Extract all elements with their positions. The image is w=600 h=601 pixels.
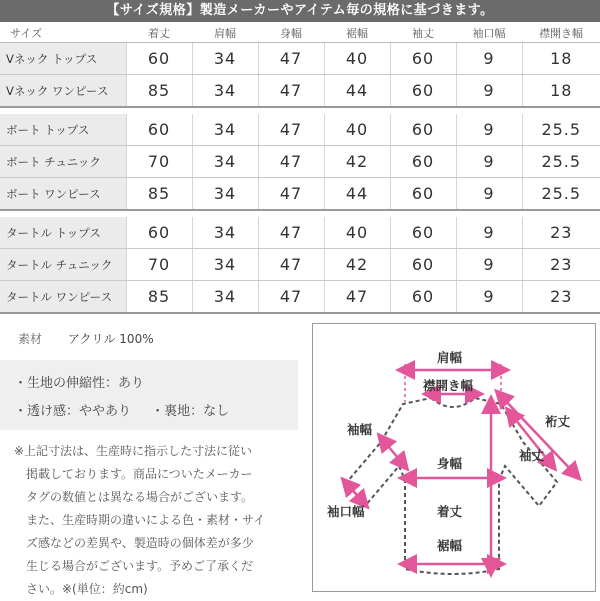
cell-neck-width: 25.5 bbox=[522, 178, 600, 211]
table-row bbox=[0, 114, 600, 146]
cell-length: 85 bbox=[126, 281, 192, 314]
cell-sleeve-length: 60 bbox=[390, 281, 456, 314]
measurement-note bbox=[14, 440, 294, 601]
cell-sleeve-length: 60 bbox=[390, 146, 456, 178]
cell-hem-width: 42 bbox=[324, 146, 390, 178]
cell-neck-width: 18 bbox=[522, 43, 600, 75]
note-line: タグの数値とは異なる場合がございます。 bbox=[26, 490, 254, 504]
table-row bbox=[0, 249, 600, 281]
cell-length: 85 bbox=[126, 75, 192, 108]
cell-neck-width: 23 bbox=[522, 217, 600, 249]
label-length: 着丈 bbox=[437, 504, 463, 519]
table-row bbox=[0, 43, 600, 75]
cell-sleeve-length: 60 bbox=[390, 75, 456, 108]
row-name: Vネック ワンピース bbox=[0, 75, 126, 108]
sleeve-width-arrow bbox=[383, 440, 403, 464]
size-spec-banner: 【サイズ規格】製造メーカーやアイテム毎の規格に基づきます。 bbox=[0, 0, 600, 22]
cell-cuff-width: 9 bbox=[456, 217, 522, 249]
cell-shoulder: 34 bbox=[192, 43, 258, 75]
note-line: ※上記寸法は、生産時に指示した寸法に従い bbox=[14, 444, 253, 458]
cell-neck-width: 23 bbox=[522, 249, 600, 281]
cell-sleeve-length: 60 bbox=[390, 178, 456, 211]
cell-length: 70 bbox=[126, 249, 192, 281]
header-size: サイズ bbox=[0, 24, 126, 43]
sheer-lining-properties bbox=[14, 400, 229, 419]
cuff-width-arrow bbox=[347, 484, 363, 502]
label-neck-width: 襟開き幅 bbox=[423, 378, 474, 393]
cell-neck-width: 18 bbox=[522, 75, 600, 108]
header-hem-width: 裾幅 bbox=[324, 24, 390, 43]
measurement-diagram bbox=[312, 323, 596, 592]
cell-shoulder: 34 bbox=[192, 146, 258, 178]
table-header-row bbox=[0, 24, 600, 43]
cell-hem-width: 40 bbox=[324, 217, 390, 249]
header-body-width: 身幅 bbox=[258, 24, 324, 43]
cell-hem-width: 47 bbox=[324, 281, 390, 314]
row-name: Vネック トップス bbox=[0, 43, 126, 75]
lining-property: ・裏地：なし bbox=[151, 404, 230, 419]
cell-shoulder: 34 bbox=[192, 114, 258, 146]
cell-length: 85 bbox=[126, 178, 192, 211]
row-name: タートル ワンピース bbox=[0, 281, 126, 314]
cell-body-width: 47 bbox=[258, 178, 324, 211]
cell-neck-width: 25.5 bbox=[522, 146, 600, 178]
header-length: 着丈 bbox=[126, 24, 192, 43]
cell-neck-width: 25.5 bbox=[522, 114, 600, 146]
sheer-property: ・透け感：ややあり bbox=[14, 404, 132, 419]
row-name: ボート チュニック bbox=[0, 146, 126, 178]
cell-cuff-width: 9 bbox=[456, 114, 522, 146]
note-line: 生じる場合がございます。予めご了承くだ bbox=[26, 559, 254, 573]
note-line: さい。※(単位：約cm) bbox=[26, 582, 148, 596]
cell-sleeve-length: 60 bbox=[390, 43, 456, 75]
cell-cuff-width: 9 bbox=[456, 178, 522, 211]
table-row bbox=[0, 178, 600, 211]
row-name: ボート トップス bbox=[0, 114, 126, 146]
cell-body-width: 47 bbox=[258, 114, 324, 146]
note-line: 掲載しております。商品についたメーカー bbox=[26, 467, 253, 481]
table-row bbox=[0, 146, 600, 178]
cell-length: 60 bbox=[126, 217, 192, 249]
cell-shoulder: 34 bbox=[192, 249, 258, 281]
header-cuff-width: 袖口幅 bbox=[456, 24, 522, 43]
size-table bbox=[0, 24, 600, 314]
cell-body-width: 47 bbox=[258, 146, 324, 178]
label-cuff-width: 袖口幅 bbox=[327, 504, 365, 519]
table-row bbox=[0, 75, 600, 108]
cell-shoulder: 34 bbox=[192, 281, 258, 314]
cell-sleeve-length: 60 bbox=[390, 249, 456, 281]
fabric-properties bbox=[0, 360, 298, 430]
cell-neck-width: 23 bbox=[522, 281, 600, 314]
material-value: アクリル 100% bbox=[67, 332, 154, 346]
cell-cuff-width: 9 bbox=[456, 249, 522, 281]
cell-length: 70 bbox=[126, 146, 192, 178]
cell-body-width: 47 bbox=[258, 43, 324, 75]
note-line: ズ感などの差異や、製造時の個体差が多少 bbox=[26, 536, 254, 550]
label-body-width: 身幅 bbox=[437, 456, 463, 471]
header-sleeve-length: 袖丈 bbox=[390, 24, 456, 43]
label-shoulder: 肩幅 bbox=[437, 350, 463, 365]
stretch-property: ・生地の伸縮性：あり bbox=[14, 376, 145, 391]
cell-body-width: 47 bbox=[258, 217, 324, 249]
header-neck-width: 襟開き幅 bbox=[522, 24, 600, 43]
label-hem-width: 裾幅 bbox=[437, 538, 463, 553]
cell-length: 60 bbox=[126, 114, 192, 146]
label-yuki: 裄丈 bbox=[545, 414, 571, 429]
note-line: また、生産時期の違いによる色・素材・サイ bbox=[26, 513, 266, 527]
label-sleeve-length: 袖丈 bbox=[519, 448, 545, 463]
cell-cuff-width: 9 bbox=[456, 146, 522, 178]
table-row bbox=[0, 281, 600, 314]
cell-shoulder: 34 bbox=[192, 178, 258, 211]
cell-shoulder: 34 bbox=[192, 217, 258, 249]
cell-cuff-width: 9 bbox=[456, 281, 522, 314]
cell-body-width: 47 bbox=[258, 75, 324, 108]
row-name: タートル トップス bbox=[0, 217, 126, 249]
cell-cuff-width: 9 bbox=[456, 43, 522, 75]
header-shoulder: 肩幅 bbox=[192, 24, 258, 43]
cell-hem-width: 44 bbox=[324, 75, 390, 108]
cell-sleeve-length: 60 bbox=[390, 217, 456, 249]
cell-shoulder: 34 bbox=[192, 75, 258, 108]
cell-hem-width: 40 bbox=[324, 114, 390, 146]
table-row bbox=[0, 217, 600, 249]
cell-sleeve-length: 60 bbox=[390, 114, 456, 146]
material-info bbox=[18, 330, 154, 347]
cell-hem-width: 40 bbox=[324, 43, 390, 75]
cell-body-width: 47 bbox=[258, 249, 324, 281]
cell-body-width: 47 bbox=[258, 281, 324, 314]
cell-hem-width: 42 bbox=[324, 249, 390, 281]
label-sleeve-width: 袖幅 bbox=[347, 422, 373, 437]
material-label: 素材 bbox=[18, 332, 43, 346]
row-name: ボート ワンピース bbox=[0, 178, 126, 211]
cell-length: 60 bbox=[126, 43, 192, 75]
cell-hem-width: 44 bbox=[324, 178, 390, 211]
row-name: タートル チュニック bbox=[0, 249, 126, 281]
cell-cuff-width: 9 bbox=[456, 75, 522, 108]
